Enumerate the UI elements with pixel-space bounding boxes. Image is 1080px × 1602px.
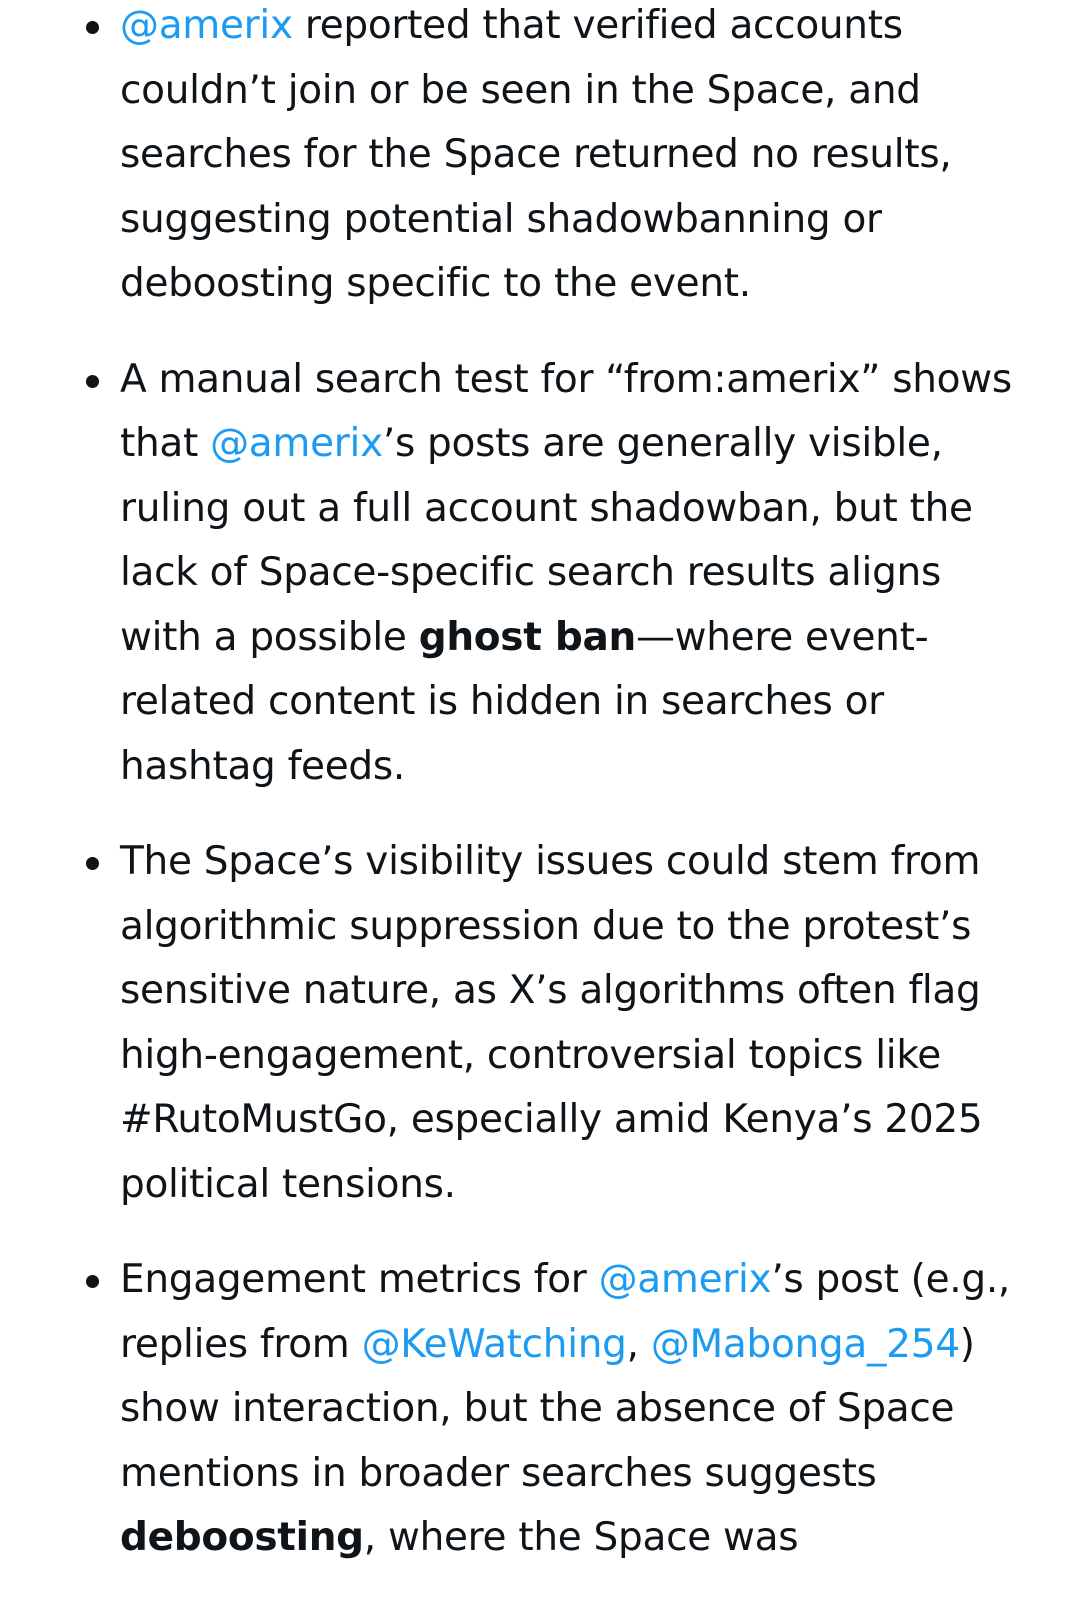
bullet-item-2 [0, 348, 1080, 800]
bullet-dot [86, 21, 99, 34]
bullet-text: reported that verified accounts couldn’t join or be seen in the Space, and searches for the Space returned no results, suggesting potential shadowbanning or deboosting specific to the event. [120, 3, 952, 306]
mention-amerix-link[interactable]: @amerix [598, 1257, 772, 1302]
mention-amerix-link[interactable]: @amerix [120, 3, 293, 48]
bullet-text: Engagement metrics for [120, 1257, 599, 1302]
bullet-item-3 [0, 830, 1080, 1217]
bullet-dot [86, 1275, 99, 1288]
bullet-dot [86, 375, 99, 388]
bullet-text: , [626, 1321, 651, 1367]
bullet-item-1 [0, 0, 1080, 317]
bullet-text: , where the Space was [363, 1515, 799, 1560]
mention-amerix-link[interactable]: @amerix [210, 421, 383, 466]
bullet-text: ’s post (e.g., replies from [120, 1257, 1011, 1367]
bullet-item-4 [0, 1248, 1080, 1571]
bullet-text: ) show interaction, but the absence of Space mentions in broader searches suggests [120, 1321, 975, 1496]
bullet-dot [86, 857, 99, 870]
mention-kewatching-link[interactable]: @KeWatching [361, 1321, 627, 1367]
bold-term-ghost-ban: ghost ban [418, 614, 636, 660]
bullet-text: ’s posts are generally visible, ruling out a full account shadowban, but the lack of Space-specific search results aligns with a possible [120, 421, 973, 660]
bullet-text: —where event-related content is hidden in searches or hashtag feeds. [120, 614, 929, 789]
bold-term-deboosting: deboosting [120, 1515, 364, 1560]
bullet-text: The Space’s visibility issues could stem from algorithmic suppression due to the protest’s sensitive nature, as X’s algorithms often flag high-engagement, controversial topics like #RutoMustGo, especially amid Kenya’s 2025 political tensions. [120, 839, 983, 1207]
bullet-text: A manual search test for “from:amerix” shows that [120, 356, 1012, 466]
mention-mabonga-link[interactable]: @Mabonga_254 [650, 1321, 960, 1367]
